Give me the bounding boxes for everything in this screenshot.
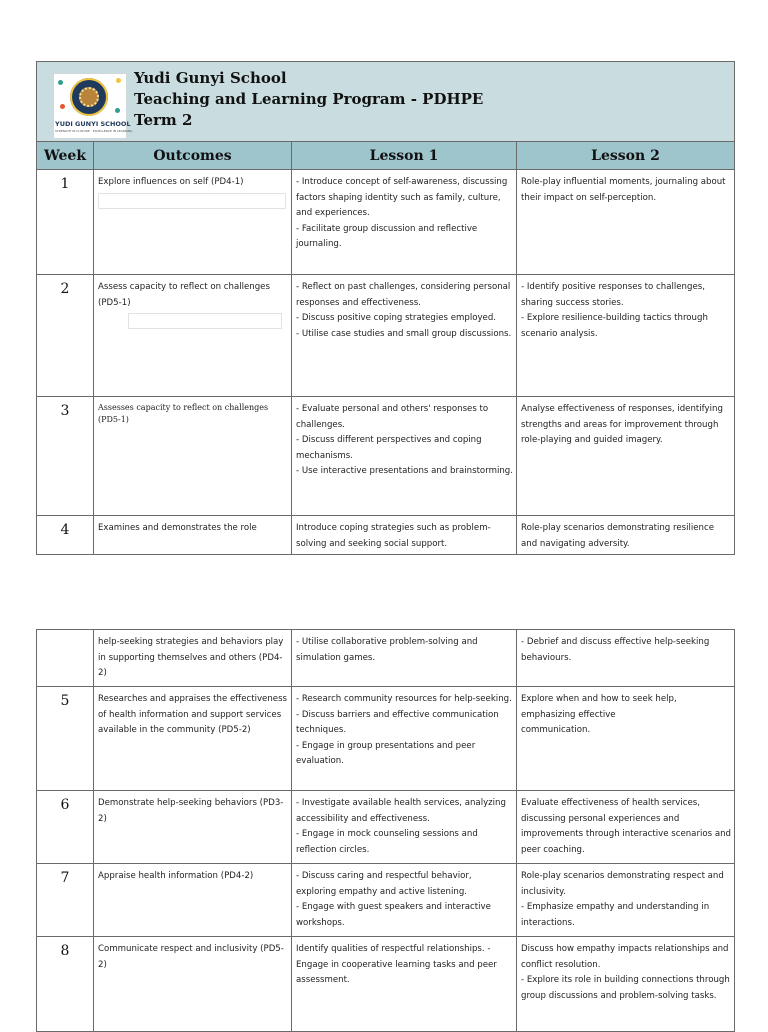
table-row bbox=[37, 170, 735, 275]
lesson1-cell: - Reflect on past challenges, considering personal responses and effectiveness. - Discuss positive coping strategies employed. - Utilise case studies and small group discussions. bbox=[292, 275, 517, 397]
lesson2-cell: - Identify positive responses to challenges, sharing success stories. - Explore resilience-building tactics through scenario analysis. bbox=[517, 275, 735, 397]
outcome-text: Assess capacity to reflect on challenges (PD5-1) bbox=[98, 282, 270, 308]
term-label: Term 2 bbox=[134, 111, 193, 129]
lesson2-cell: Role-play influential moments, journaling about their impact on self-perception. bbox=[517, 170, 735, 275]
outcome-cell: Appraise health information (PD4-2) bbox=[94, 864, 292, 937]
lesson2-cell: Role-play scenarios demonstrating respect and inclusivity. - Emphasize empathy and understanding in interactions. bbox=[517, 864, 735, 937]
week-number: 8 bbox=[37, 937, 94, 1032]
school-logo bbox=[53, 73, 133, 139]
col-week: Week bbox=[37, 142, 94, 170]
table-row bbox=[37, 275, 735, 397]
lesson1-cell: - Research community resources for help-seeking. - Discuss barriers and effective communication techniques. - Engage in group presentations and peer evaluation. bbox=[292, 687, 517, 791]
lesson2-cell: Analyse effectiveness of responses, identifying strengths and areas for improvement through role-playing and guided imagery. bbox=[517, 397, 735, 516]
table-row bbox=[37, 791, 735, 864]
table-row bbox=[37, 687, 735, 791]
program-table-page-1 bbox=[36, 61, 735, 555]
week-number: 4 bbox=[37, 516, 94, 555]
table-row bbox=[37, 864, 735, 937]
logo-text: YUDI GUNYI SCHOOL bbox=[55, 120, 131, 128]
outcome-cell: Communicate respect and inclusivity (PD5-2) bbox=[94, 937, 292, 1032]
outcome-cell bbox=[94, 275, 292, 397]
lesson1-cell: - Investigate available health services, analyzing accessibility and effectiveness. - Engage in mock counseling sessions and reflection circles. bbox=[292, 791, 517, 864]
header-titles bbox=[134, 68, 483, 131]
lesson1-cell: - Utilise collaborative problem-solving and simulation games. bbox=[292, 630, 517, 687]
week-number: 6 bbox=[37, 791, 94, 864]
table-row bbox=[37, 397, 735, 516]
week-number bbox=[37, 630, 94, 687]
outcome-cell: Researches and appraises the effectiveness of health information and support services available in the community (PD5-2) bbox=[94, 687, 292, 791]
col-lesson2: Lesson 2 bbox=[517, 142, 735, 170]
lesson1-cell: - Evaluate personal and others' responses to challenges. - Discuss different perspectives and coping mechanisms. - Use interactive presentations and brainstorming. bbox=[292, 397, 517, 516]
lesson2-cell: Discuss how empathy impacts relationships and conflict resolution. - Explore its role in building connections through group discussions and problem-solving tasks. bbox=[517, 937, 735, 1032]
week-number: 5 bbox=[37, 687, 94, 791]
lesson2-cell: Evaluate effectiveness of health services, discussing personal experiences and improvements through interactive scenarios and peer coaching. bbox=[517, 791, 735, 864]
lesson2-cell: Role-play scenarios demonstrating resilience and navigating adversity. bbox=[517, 516, 735, 555]
lesson1-cell: - Introduce concept of self-awareness, discussing factors shaping identity such as family, culture, and experiences. - Facilitate group discussion and reflective journaling. bbox=[292, 170, 517, 275]
outcome-cell bbox=[94, 170, 292, 275]
lesson1-cell: Introduce coping strategies such as problem-solving and seeking social support. bbox=[292, 516, 517, 555]
school-name: Yudi Gunyi School bbox=[134, 69, 287, 87]
outcome-text: Explore influences on self (PD4-1) bbox=[98, 177, 244, 187]
school-header bbox=[37, 62, 735, 142]
col-lesson1: Lesson 1 bbox=[292, 142, 517, 170]
column-header-row bbox=[37, 142, 735, 170]
col-outcomes: Outcomes bbox=[94, 142, 292, 170]
table-row bbox=[37, 630, 735, 687]
lesson2-cell: Explore when and how to seek help, emphasizing effective communication. bbox=[517, 687, 735, 791]
outcome-cell: help-seeking strategies and behaviors play in supporting themselves and others (PD4-2) bbox=[94, 630, 292, 687]
lesson2-cell: - Debrief and discuss effective help-seeking behaviours. bbox=[517, 630, 735, 687]
program-table-page-2 bbox=[36, 629, 735, 1032]
table-row bbox=[37, 516, 735, 555]
outcome-cell: Assesses capacity to reflect on challenges (PD5-1) bbox=[94, 397, 292, 516]
outcome-input-field[interactable] bbox=[128, 313, 282, 329]
outcome-input-field[interactable] bbox=[98, 193, 286, 209]
outcome-cell: Examines and demonstrates the role bbox=[94, 516, 292, 555]
week-number: 1 bbox=[37, 170, 94, 275]
week-number: 2 bbox=[37, 275, 94, 397]
lesson1-cell: - Discuss caring and respectful behavior, exploring empathy and active listening. - Engage with guest speakers and interactive workshops. bbox=[292, 864, 517, 937]
outcome-cell: Demonstrate help-seeking behaviors (PD3-2) bbox=[94, 791, 292, 864]
school-seal-icon bbox=[70, 78, 108, 116]
week-number: 3 bbox=[37, 397, 94, 516]
logo-subtext: STRENGTH IN CULTURE · EXCELLENCE IN LEARNING bbox=[55, 129, 133, 133]
lesson1-cell: Identify qualities of respectful relationships. - Engage in cooperative learning tasks and peer assessment. bbox=[292, 937, 517, 1032]
week-number: 7 bbox=[37, 864, 94, 937]
program-title: Teaching and Learning Program - PDHPE bbox=[134, 90, 484, 108]
table-row bbox=[37, 937, 735, 1032]
